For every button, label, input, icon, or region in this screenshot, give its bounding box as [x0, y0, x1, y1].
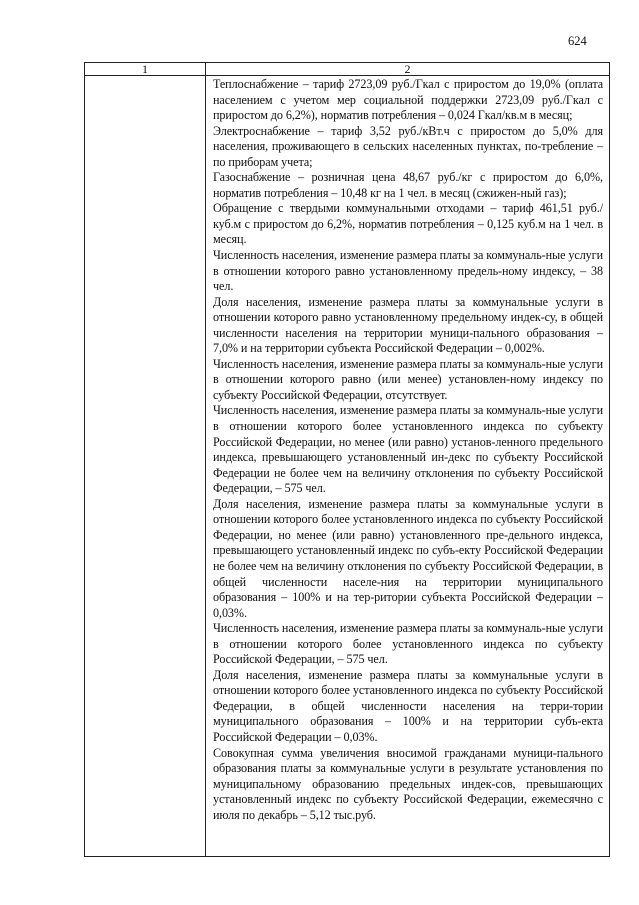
- document-table: [84, 62, 610, 857]
- paragraph-share-equal-limit: Доля населения, изменение размера платы за коммунальные услуги в отношении которого равно установленному предельному индек-су, в общей численности населения на территории муници-пального образования – 7,0% и на территории субъекта Российской Федерации – 0,002%.: [213, 294, 603, 356]
- page-number: 624: [568, 34, 587, 48]
- column-1-header: 1: [85, 63, 206, 76]
- paragraph-population-equal-or-less-index: Численность населения, изменение размера платы за коммуналь-ные услуги в отношении которого равно (или менее) установлен-ному индексу по субъекту Российской Федерации, отсутствует.: [213, 356, 603, 402]
- column-2-cell: [206, 76, 610, 857]
- paragraph-population-above-index: Численность населения, изменение размера платы за коммуналь-ные услуги в отношении которого более установленного индекса по субъекту Российской Федерации, – 575 чел.: [213, 621, 603, 667]
- table-row: [85, 76, 610, 857]
- column-1-cell: [85, 76, 206, 857]
- paragraph-gas-supply: Газоснабжение – розничная цена 48,67 руб./кг с приростом до 6,0%, норматив потребления – 10,48 кг на 1 чел. в месяц (сжижен-ный газ);: [213, 170, 603, 200]
- table-header-row: [85, 63, 610, 76]
- paragraph-total-increase-amount: Совокупная сумма увеличения вносимой гражданами муници-пального образования платы за коммунальные услуги в результате установления по муниципальному образованию предельных индек-сов, превышающих установленный индекс по субъекту Российской Федерации, ежемесячно с июля по декабрь – 5,12 тыс.руб.: [213, 745, 603, 822]
- paragraph-heat-supply: Теплоснабжение – тариф 2723,09 руб./Гкал с приростом до 19,0% (оплата населением с учетом мер социальной поддержки 2723,09 руб./Гкал с приростом до 6,2%), норматив потребления – 0,024 Гкал/кв.м в месяц;: [213, 77, 603, 123]
- paragraph-electricity-supply: Электроснабжение – тариф 3,52 руб./кВт.ч с приростом до 5,0% для населения, проживающего в сельских населенных пунктах, по-требление – по приборам учета;: [213, 123, 603, 169]
- column-2-header: 2: [206, 63, 610, 76]
- paragraph-share-above-index-within-deviation: Доля населения, изменение размера платы за коммунальные услуги в отношении которого более установленного индекса по субъекту Российской Федерации, но менее (или равно) установленного пре-дельного индекса, превышающего установленный индекс по субъ-екту Российской Федерации не более чем на величину отклонения по субъекту Российской Федерации, в общей численности населе-ния на территории муниципального образования – 100% и на тер-ритории субъекта Российской Федерации – 0,03%.: [213, 496, 603, 620]
- paragraph-solid-waste: Обращение с твердыми коммунальными отходами – тариф 461,51 руб./куб.м с приростом до 6,2%, норматив потребления – 0,125 куб.м на 1 чел. в месяц.: [213, 201, 603, 247]
- paragraph-population-above-index-within-deviation: Численность населения, изменение размера платы за коммуналь-ные услуги в отношении которого более установленного индекса по субъекту Российской Федерации, но менее (или равно) установ-ленного предельного индекса, превышающего установленный ин-декс по субъекту Российской Федерации не более чем на величину отклонения по субъекту Российской Федерации, – 575 чел.: [213, 403, 603, 496]
- paragraph-share-above-index: Доля населения, изменение размера платы за коммунальные услуги в отношении которого более установленного индекса по субъекту Российской Федерации, в общей численности населения на терри-тории муниципального образования – 100% и на территории субъ-екта Российской Федерации – 0,03%.: [213, 667, 603, 744]
- paragraph-population-equal-limit: Численность населения, изменение размера платы за коммуналь-ные услуги в отношении которого равно установленному предель-ному индексу, – 38 чел.: [213, 248, 603, 294]
